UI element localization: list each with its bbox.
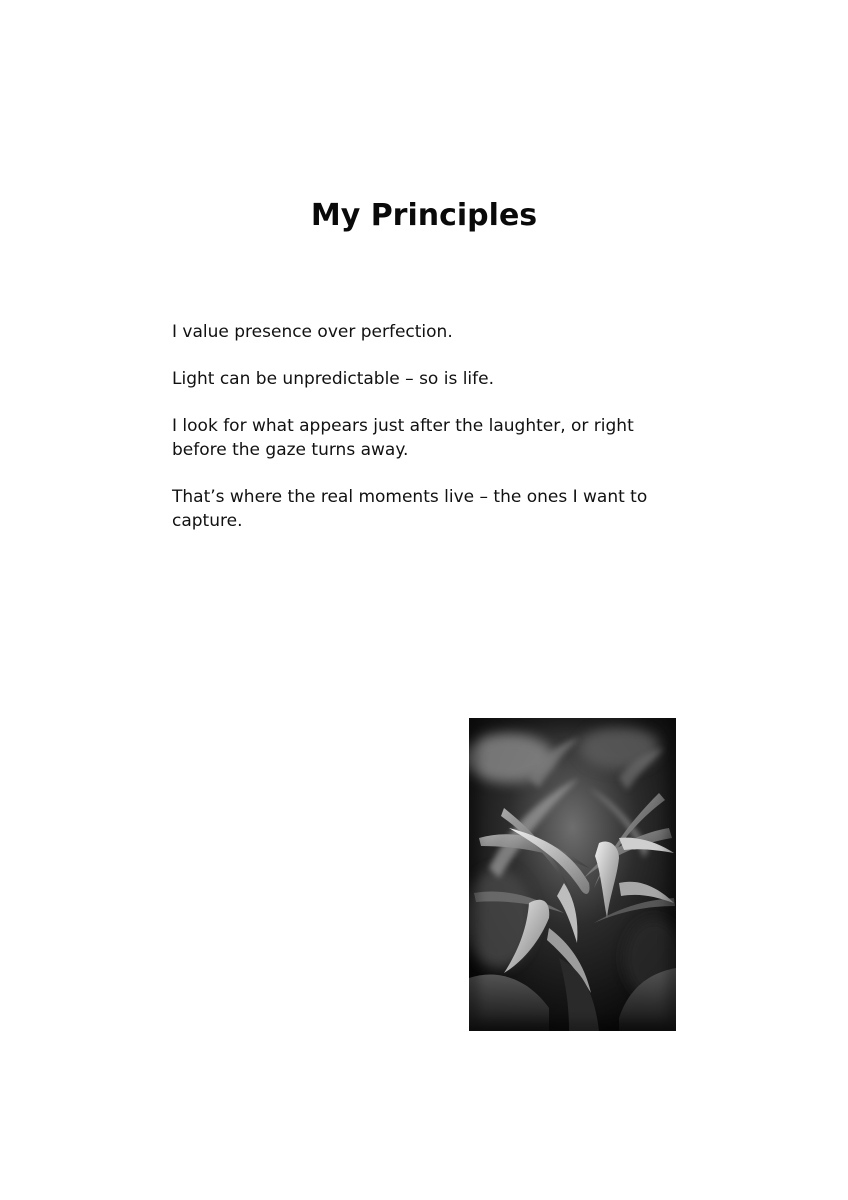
- paragraph-presence: I value presence over perfection.: [172, 322, 453, 342]
- paragraph-light: Light can be unpredictable – so is life.: [172, 369, 495, 389]
- paragraph-laughter: I look for what appears just after the laughter, or right before the gaze turns away.: [172, 416, 634, 460]
- plant-leaves-image: [469, 718, 676, 1031]
- principles-text: [172, 320, 672, 556]
- plant-photo: [469, 718, 676, 1031]
- paragraph-real-moments: That’s where the real moments live – the ones I want to capture.: [172, 487, 648, 531]
- page-title: My Principles: [310, 198, 538, 233]
